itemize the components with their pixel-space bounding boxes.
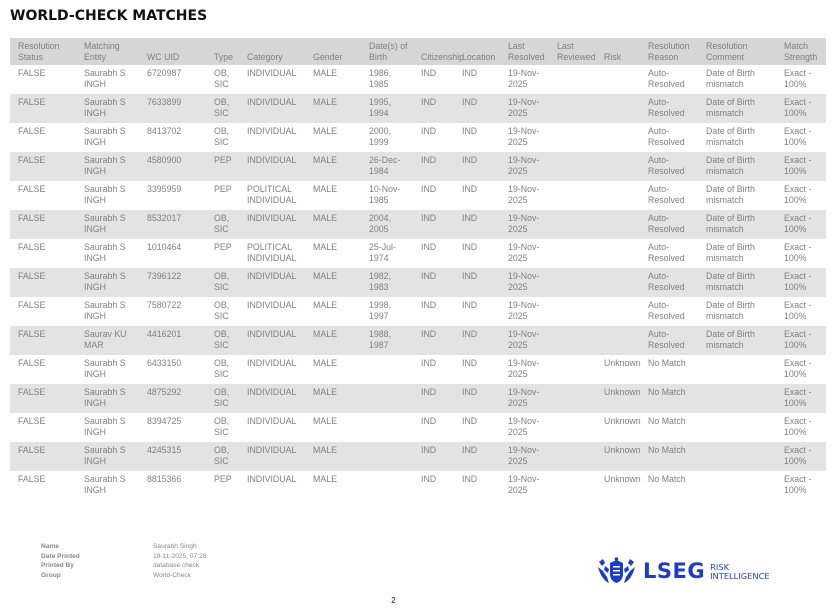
- cell-dates-of-birth: [361, 442, 413, 471]
- cell-dates-of-birth: 2000, 1999: [361, 123, 413, 152]
- table-row: [10, 65, 826, 94]
- cell-risk: [596, 181, 640, 210]
- cell-location: IND: [454, 297, 500, 326]
- table-row: [10, 181, 826, 210]
- cell-citizenship: IND: [413, 442, 454, 471]
- cell-matching-entity: Saurabh S INGH: [76, 355, 139, 384]
- cell-resolution-status: FALSE: [10, 65, 76, 94]
- cell-wc-uid: 6433150: [139, 355, 206, 384]
- cell-gender: MALE: [305, 239, 361, 268]
- col-resolution-reason: Resolution Reason: [640, 38, 698, 65]
- cell-citizenship: IND: [413, 123, 454, 152]
- cell-gender: MALE: [305, 65, 361, 94]
- col-dates-of-birth: Date(s) of Birth: [361, 38, 413, 65]
- cell-resolution-reason: No Match: [640, 471, 698, 500]
- cell-type: OB, SIC: [206, 297, 239, 326]
- cell-last-reviewed: [549, 297, 596, 326]
- cell-category: INDIVIDUAL: [239, 123, 305, 152]
- cell-citizenship: IND: [413, 94, 454, 123]
- cell-type: OB, SIC: [206, 413, 239, 442]
- cell-risk: Unknown: [596, 442, 640, 471]
- col-resolution-comment: Resolution Comment: [698, 38, 776, 65]
- cell-resolution-comment: Date of Birth mismatch: [698, 326, 776, 355]
- cell-type: OB, SIC: [206, 355, 239, 384]
- cell-last-resolved: 19-Nov-2025: [500, 413, 549, 442]
- cell-category: INDIVIDUAL: [239, 355, 305, 384]
- cell-resolution-status: FALSE: [10, 152, 76, 181]
- cell-matching-entity: Saurabh S INGH: [76, 94, 139, 123]
- cell-type: OB, SIC: [206, 326, 239, 355]
- cell-risk: [596, 297, 640, 326]
- cell-location: IND: [454, 210, 500, 239]
- cell-wc-uid: 7580722: [139, 297, 206, 326]
- cell-resolution-reason: No Match: [640, 442, 698, 471]
- cell-last-resolved: 19-Nov-2025: [500, 442, 549, 471]
- cell-wc-uid: 3395959: [139, 181, 206, 210]
- cell-gender: MALE: [305, 94, 361, 123]
- cell-resolution-comment: Date of Birth mismatch: [698, 181, 776, 210]
- name-label: Name: [41, 543, 59, 550]
- cell-last-resolved: 19-Nov-2025: [500, 471, 549, 500]
- cell-matching-entity: Saurabh S INGH: [76, 297, 139, 326]
- cell-location: IND: [454, 152, 500, 181]
- cell-match-strength: Exact - 100%: [776, 123, 826, 152]
- cell-matching-entity: Saurabh S INGH: [76, 123, 139, 152]
- cell-resolution-reason: Auto-Resolved: [640, 65, 698, 94]
- cell-gender: MALE: [305, 181, 361, 210]
- cell-resolution-status: FALSE: [10, 297, 76, 326]
- table-row: [10, 384, 826, 413]
- cell-resolution-reason: Auto-Resolved: [640, 181, 698, 210]
- col-gender: Gender: [305, 38, 361, 65]
- cell-type: OB, SIC: [206, 94, 239, 123]
- cell-matching-entity: Saurabh S INGH: [76, 152, 139, 181]
- cell-gender: MALE: [305, 384, 361, 413]
- cell-dates-of-birth: [361, 384, 413, 413]
- cell-wc-uid: 8413702: [139, 123, 206, 152]
- cell-resolution-comment: [698, 413, 776, 442]
- date-printed-label: Date Printed: [41, 552, 80, 560]
- lseg-wordmark: LSEG: [643, 559, 706, 583]
- cell-dates-of-birth: [361, 413, 413, 442]
- cell-type: OB, SIC: [206, 123, 239, 152]
- table-row: [10, 239, 826, 268]
- cell-last-resolved: 19-Nov-2025: [500, 123, 549, 152]
- cell-resolution-reason: Auto-Resolved: [640, 152, 698, 181]
- cell-match-strength: Exact - 100%: [776, 384, 826, 413]
- cell-risk: [596, 326, 640, 355]
- cell-type: OB, SIC: [206, 65, 239, 94]
- cell-match-strength: Exact - 100%: [776, 413, 826, 442]
- cell-resolution-comment: Date of Birth mismatch: [698, 297, 776, 326]
- cell-type: OB, SIC: [206, 384, 239, 413]
- table-row: [10, 471, 826, 500]
- cell-match-strength: Exact - 100%: [776, 152, 826, 181]
- cell-dates-of-birth: 25-Jul-1974: [361, 239, 413, 268]
- cell-gender: MALE: [305, 413, 361, 442]
- cell-risk: [596, 210, 640, 239]
- cell-wc-uid: 7633899: [139, 94, 206, 123]
- cell-location: IND: [454, 471, 500, 500]
- cell-resolution-status: FALSE: [10, 326, 76, 355]
- cell-resolution-status: FALSE: [10, 413, 76, 442]
- cell-match-strength: Exact - 100%: [776, 442, 826, 471]
- col-last-reviewed: Last Reviewed: [549, 38, 596, 65]
- cell-citizenship: IND: [413, 326, 454, 355]
- cell-last-resolved: 19-Nov-2025: [500, 297, 549, 326]
- cell-dates-of-birth: 1986, 1985: [361, 65, 413, 94]
- cell-citizenship: IND: [413, 355, 454, 384]
- cell-dates-of-birth: [361, 355, 413, 384]
- table-row: [10, 94, 826, 123]
- cell-wc-uid: 8815366: [139, 471, 206, 500]
- cell-dates-of-birth: 1998, 1997: [361, 297, 413, 326]
- col-type: Type: [206, 38, 239, 65]
- cell-matching-entity: Saurabh S INGH: [76, 210, 139, 239]
- cell-resolution-status: FALSE: [10, 181, 76, 210]
- cell-wc-uid: 8532017: [139, 210, 206, 239]
- cell-risk: [596, 65, 640, 94]
- page-title: WORLD-CHECK MATCHES: [10, 8, 208, 24]
- cell-last-reviewed: [549, 152, 596, 181]
- cell-match-strength: Exact - 100%: [776, 471, 826, 500]
- cell-location: IND: [454, 65, 500, 94]
- cell-resolution-status: FALSE: [10, 355, 76, 384]
- cell-last-resolved: 19-Nov-2025: [500, 326, 549, 355]
- lseg-logo: [596, 557, 770, 585]
- cell-type: OB, SIC: [206, 442, 239, 471]
- cell-match-strength: Exact - 100%: [776, 268, 826, 297]
- cell-category: INDIVIDUAL: [239, 471, 305, 500]
- printed-by-label: Printed By: [41, 562, 74, 569]
- cell-risk: [596, 268, 640, 297]
- cell-last-reviewed: [549, 355, 596, 384]
- cell-last-reviewed: [549, 65, 596, 94]
- cell-resolution-status: FALSE: [10, 442, 76, 471]
- cell-risk: [596, 152, 640, 181]
- cell-citizenship: IND: [413, 268, 454, 297]
- cell-dates-of-birth: 2004, 2005: [361, 210, 413, 239]
- cell-citizenship: IND: [413, 384, 454, 413]
- cell-risk: Unknown: [596, 413, 640, 442]
- print-details: [41, 542, 301, 580]
- cell-resolution-reason: Auto-Resolved: [640, 210, 698, 239]
- cell-last-resolved: 19-Nov-2025: [500, 181, 549, 210]
- cell-location: IND: [454, 326, 500, 355]
- cell-citizenship: IND: [413, 297, 454, 326]
- cell-citizenship: IND: [413, 239, 454, 268]
- cell-gender: MALE: [305, 442, 361, 471]
- cell-location: IND: [454, 355, 500, 384]
- cell-wc-uid: 4245315: [139, 442, 206, 471]
- cell-type: PEP: [206, 239, 239, 268]
- cell-wc-uid: 4580900: [139, 152, 206, 181]
- cell-dates-of-birth: 1982, 1983: [361, 268, 413, 297]
- table-row: [10, 268, 826, 297]
- cell-resolution-comment: Date of Birth mismatch: [698, 239, 776, 268]
- cell-resolution-comment: [698, 442, 776, 471]
- cell-wc-uid: 4875292: [139, 384, 206, 413]
- cell-category: INDIVIDUAL: [239, 94, 305, 123]
- cell-risk: Unknown: [596, 355, 640, 384]
- table-row: [10, 413, 826, 442]
- cell-category: POLITICAL INDIVIDUAL: [239, 181, 305, 210]
- cell-resolution-reason: Auto-Resolved: [640, 239, 698, 268]
- risk-intelligence-tagline: RISK INTELLIGENCE: [710, 562, 770, 581]
- cell-category: INDIVIDUAL: [239, 65, 305, 94]
- cell-risk: Unknown: [596, 384, 640, 413]
- cell-resolution-status: FALSE: [10, 239, 76, 268]
- cell-match-strength: Exact - 100%: [776, 297, 826, 326]
- cell-risk: [596, 123, 640, 152]
- cell-last-reviewed: [549, 210, 596, 239]
- cell-matching-entity: Saurabh S INGH: [76, 384, 139, 413]
- cell-last-resolved: 19-Nov-2025: [500, 355, 549, 384]
- cell-matching-entity: Saurabh S INGH: [76, 442, 139, 471]
- col-citizenship: Citizenship: [413, 38, 454, 65]
- col-match-strength: Match Strength: [776, 38, 826, 65]
- cell-risk: [596, 239, 640, 268]
- cell-category: INDIVIDUAL: [239, 268, 305, 297]
- cell-dates-of-birth: 1995, 1994: [361, 94, 413, 123]
- cell-category: INDIVIDUAL: [239, 384, 305, 413]
- col-last-resolved: Last Resolved: [500, 38, 549, 65]
- cell-category: INDIVIDUAL: [239, 442, 305, 471]
- cell-gender: MALE: [305, 210, 361, 239]
- cell-type: OB, SIC: [206, 210, 239, 239]
- cell-resolution-status: FALSE: [10, 123, 76, 152]
- cell-citizenship: IND: [413, 65, 454, 94]
- col-location: Location: [454, 38, 500, 65]
- cell-matching-entity: Saurav KU MAR: [76, 326, 139, 355]
- cell-location: IND: [454, 123, 500, 152]
- cell-gender: MALE: [305, 123, 361, 152]
- cell-location: IND: [454, 239, 500, 268]
- table-row: [10, 326, 826, 355]
- cell-last-reviewed: [549, 123, 596, 152]
- cell-resolution-reason: No Match: [640, 413, 698, 442]
- cell-dates-of-birth: 1988, 1987: [361, 326, 413, 355]
- cell-dates-of-birth: 10-Nov-1985: [361, 181, 413, 210]
- cell-resolution-comment: [698, 471, 776, 500]
- cell-last-resolved: 19-Nov-2025: [500, 65, 549, 94]
- table-row: [10, 123, 826, 152]
- cell-category: INDIVIDUAL: [239, 297, 305, 326]
- cell-category: POLITICAL INDIVIDUAL: [239, 239, 305, 268]
- table-row: [10, 152, 826, 181]
- cell-type: PEP: [206, 181, 239, 210]
- table-row: [10, 297, 826, 326]
- cell-type: PEP: [206, 152, 239, 181]
- cell-matching-entity: Saurabh S INGH: [76, 65, 139, 94]
- group-value: World-Check: [153, 571, 191, 579]
- cell-resolution-status: FALSE: [10, 471, 76, 500]
- cell-type: PEP: [206, 471, 239, 500]
- cell-category: INDIVIDUAL: [239, 413, 305, 442]
- cell-resolution-comment: [698, 355, 776, 384]
- cell-match-strength: Exact - 100%: [776, 210, 826, 239]
- matches-table: [10, 38, 826, 500]
- cell-location: IND: [454, 384, 500, 413]
- cell-last-resolved: 19-Nov-2025: [500, 210, 549, 239]
- cell-last-resolved: 19-Nov-2025: [500, 152, 549, 181]
- cell-last-reviewed: [549, 413, 596, 442]
- cell-last-reviewed: [549, 471, 596, 500]
- cell-last-reviewed: [549, 384, 596, 413]
- cell-resolution-reason: Auto-Resolved: [640, 326, 698, 355]
- cell-match-strength: Exact - 100%: [776, 239, 826, 268]
- cell-citizenship: IND: [413, 181, 454, 210]
- cell-match-strength: Exact - 100%: [776, 326, 826, 355]
- cell-citizenship: IND: [413, 152, 454, 181]
- col-category: Category: [239, 38, 305, 65]
- cell-gender: MALE: [305, 471, 361, 500]
- table-body: [10, 65, 826, 500]
- cell-location: IND: [454, 413, 500, 442]
- col-matching-entity: Matching Entity: [76, 38, 139, 65]
- cell-gender: MALE: [305, 355, 361, 384]
- cell-last-resolved: 19-Nov-2025: [500, 384, 549, 413]
- cell-resolution-comment: Date of Birth mismatch: [698, 210, 776, 239]
- cell-gender: MALE: [305, 326, 361, 355]
- cell-wc-uid: 1010464: [139, 239, 206, 268]
- cell-risk: Unknown: [596, 471, 640, 500]
- cell-category: INDIVIDUAL: [239, 210, 305, 239]
- cell-wc-uid: 6720987: [139, 65, 206, 94]
- cell-last-resolved: 19-Nov-2025: [500, 94, 549, 123]
- table-header-row: [10, 38, 826, 65]
- cell-match-strength: Exact - 100%: [776, 65, 826, 94]
- cell-wc-uid: 4416201: [139, 326, 206, 355]
- cell-match-strength: Exact - 100%: [776, 94, 826, 123]
- table-row: [10, 210, 826, 239]
- page-number: 2: [391, 596, 396, 605]
- col-risk: Risk: [596, 38, 640, 65]
- cell-location: IND: [454, 181, 500, 210]
- cell-matching-entity: Saurabh S INGH: [76, 239, 139, 268]
- cell-resolution-comment: Date of Birth mismatch: [698, 268, 776, 297]
- cell-gender: MALE: [305, 152, 361, 181]
- date-printed-value: 19-11-2025, 07:28: [153, 552, 207, 560]
- cell-wc-uid: 7396122: [139, 268, 206, 297]
- cell-resolution-reason: Auto-Resolved: [640, 94, 698, 123]
- cell-last-reviewed: [549, 442, 596, 471]
- cell-resolution-comment: Date of Birth mismatch: [698, 152, 776, 181]
- printed-by-value: database check: [153, 562, 200, 569]
- cell-matching-entity: Saurabh S INGH: [76, 471, 139, 500]
- cell-last-reviewed: [549, 326, 596, 355]
- cell-dates-of-birth: [361, 471, 413, 500]
- cell-location: IND: [454, 94, 500, 123]
- cell-resolution-comment: Date of Birth mismatch: [698, 65, 776, 94]
- cell-type: OB, SIC: [206, 268, 239, 297]
- cell-resolution-reason: No Match: [640, 384, 698, 413]
- cell-resolution-reason: Auto-Resolved: [640, 123, 698, 152]
- group-label: Group: [41, 571, 61, 579]
- cell-citizenship: IND: [413, 210, 454, 239]
- cell-last-resolved: 19-Nov-2025: [500, 239, 549, 268]
- cell-citizenship: IND: [413, 413, 454, 442]
- cell-category: INDIVIDUAL: [239, 326, 305, 355]
- cell-matching-entity: Saurabh S INGH: [76, 413, 139, 442]
- cell-resolution-status: FALSE: [10, 268, 76, 297]
- cell-matching-entity: Saurabh S INGH: [76, 268, 139, 297]
- cell-resolution-status: FALSE: [10, 210, 76, 239]
- cell-wc-uid: 8394725: [139, 413, 206, 442]
- cell-match-strength: Exact - 100%: [776, 181, 826, 210]
- cell-resolution-comment: [698, 384, 776, 413]
- cell-resolution-reason: Auto-Resolved: [640, 297, 698, 326]
- col-resolution-status: Resolution Status: [10, 38, 76, 65]
- lseg-crest-icon: [596, 557, 637, 585]
- cell-resolution-reason: Auto-Resolved: [640, 268, 698, 297]
- cell-location: IND: [454, 442, 500, 471]
- table-row: [10, 442, 826, 471]
- cell-dates-of-birth: 26-Dec-1984: [361, 152, 413, 181]
- cell-resolution-comment: Date of Birth mismatch: [698, 94, 776, 123]
- cell-resolution-reason: No Match: [640, 355, 698, 384]
- col-wc-uid: WC UID: [139, 38, 206, 65]
- cell-risk: [596, 94, 640, 123]
- name-value: Saurabh Singh: [153, 543, 197, 550]
- cell-last-reviewed: [549, 94, 596, 123]
- cell-location: IND: [454, 268, 500, 297]
- cell-last-reviewed: [549, 181, 596, 210]
- cell-gender: MALE: [305, 268, 361, 297]
- cell-resolution-status: FALSE: [10, 94, 76, 123]
- cell-matching-entity: Saurabh S INGH: [76, 181, 139, 210]
- cell-category: INDIVIDUAL: [239, 152, 305, 181]
- cell-gender: MALE: [305, 297, 361, 326]
- cell-resolution-comment: Date of Birth mismatch: [698, 123, 776, 152]
- cell-resolution-status: FALSE: [10, 384, 76, 413]
- cell-citizenship: IND: [413, 471, 454, 500]
- cell-last-reviewed: [549, 268, 596, 297]
- cell-last-resolved: 19-Nov-2025: [500, 268, 549, 297]
- cell-match-strength: Exact - 100%: [776, 355, 826, 384]
- cell-last-reviewed: [549, 239, 596, 268]
- table-row: [10, 355, 826, 384]
